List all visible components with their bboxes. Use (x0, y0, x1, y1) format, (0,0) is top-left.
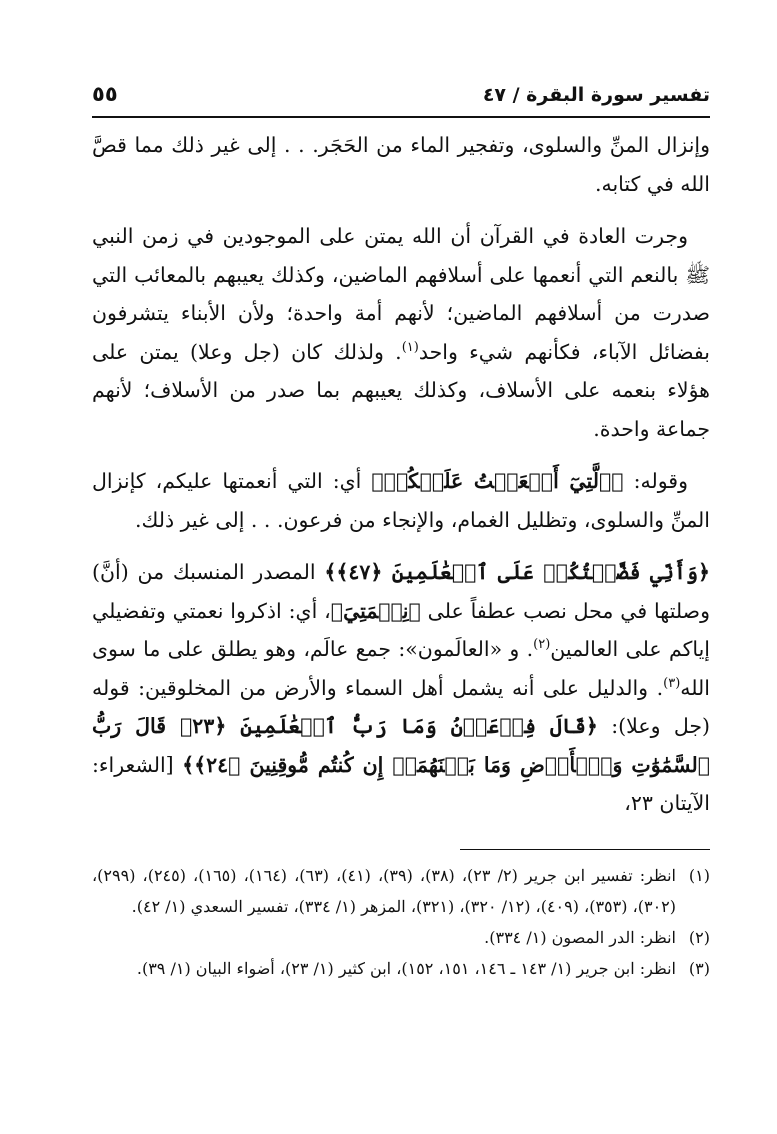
book-page (92, 82, 710, 984)
footnote-ref-3: (٣) (663, 675, 681, 691)
footnote-number: (٢) (688, 927, 710, 947)
paragraph-3-rest: أي: التي أنعمتها عليكم، كإنزال المنِّ والسلوى، وتظليل الغمام، والإنجاء من فرعون. . . إلى غير ذلك. (92, 469, 710, 532)
footnote-text: انظر: تفسير ابن جرير (٢/ ٢٣)، (٣٨)، (٣٩)، (٤١)، (٦٣)، (١٦٤)، (١٦٥)، (٢٤٥)، (٢٩٩)، (٣٠٢)، (٣٥٣)، (٤٠٩)، (١٢/ ٣٢٠)، (٣٢١)، المزهر (١/ ٣٣٤)، تفسير السعدي (١/ ٤٢). (92, 865, 677, 916)
main-text (92, 126, 710, 823)
paragraph-4-part-4: . والدليل على أنه يشمل أهل السماء والأرض من المخلوقين: قوله (جل وعلا): (92, 675, 711, 738)
paragraph-3-lead: وقوله: (623, 469, 688, 493)
footnote-2 (92, 922, 710, 953)
footnote-number: (١) (688, 865, 710, 885)
paragraph-4-part-3: . و «العالَمون»: جمع عالَم، وهو يطلق على ما سوى الله (92, 637, 710, 700)
paragraph-2 (92, 217, 710, 448)
paragraph-4-part-1: المصدر المنسبك من (أنَّ) وصلتها في محل نصب عطفاً على (92, 560, 710, 623)
footnote-text: انظر: الدر المصون (١/ ٣٣٤). (484, 927, 676, 947)
page-number: ٥٥ (92, 82, 118, 106)
quran-verse: ﴿ٱلَّتِيٓ أَنۡعَمۡتُ عَلَيۡكُمۡ﴾ (371, 469, 624, 493)
footnote-text: انظر: ابن جرير (١/ ١٤٣ ـ ١٤٦، ١٥١، ١٥٢)، ابن كثير (١/ ٢٣)، أضواء البيان (١/ ٣٩). (136, 958, 676, 978)
quran-verse-ashuara: ﴿قَالَ فِرۡعَوۡنُ وَمَا رَبُّ ٱلۡعَٰلَمِينَ ﴿٢٣﴾ قَالَ رَبُّ ٱلسَّمَٰوَٰتِ وَٱلۡأَرۡضِ وَمَا بَيۡنَهُمَآۖ إِن كُنتُم مُّوقِنِينَ ﴿٢٤﴾﴾ (92, 714, 710, 777)
footnote-ref-2: (٢) (533, 637, 551, 653)
footnote-rule (460, 849, 710, 850)
paragraph-1: وإنزال المنِّ والسلوى، وتفجير الماء من الحَجَر. . . إلى غير ذلك مما قصَّ الله في كتابه. (92, 133, 710, 196)
footnote-number: (٣) (688, 958, 710, 978)
paragraph-4-part-2: ، أي: اذكروا نعمتي وتفضيلي إياكم على العالمين (92, 598, 710, 661)
paragraph-4 (92, 553, 710, 823)
footnote-1 (92, 860, 710, 922)
quran-verse-47: ﴿وَأَنِّي فَضَّلۡتُكُمۡ عَلَى ٱلۡعَٰلَمِينَ ﴿٤٧﴾﴾ (324, 560, 710, 584)
footnotes (92, 860, 710, 984)
paragraph-2-part-1: وجرت العادة في القرآن أن الله يمتن على الموجودين في زمن النبي ﷺ بالنعم التي أنعمها على أسلافهم الماضين، وكذلك يعيبهم بالمعائب التي صدرت من أسلافهم الماضين؛ لأنهم أمة واحدة؛ ولأن الأبناء يتشرفون بفضائل الآباء، فكأنهم شيء واحد (92, 224, 710, 364)
paragraph-2-part-2: . ولذلك كان (جل وعلا) يمتن على هؤلاء بنعمه على الأسلاف، وكذلك يعيبهم بما صدر من الأسلاف؛ لأنهم جماعة واحدة. (92, 339, 710, 441)
running-header (92, 82, 710, 116)
header-rule (92, 116, 710, 118)
paragraph-3 (92, 462, 710, 539)
quran-word-nimati: ﴿نِعۡمَتِيَ﴾ (330, 598, 421, 623)
footnote-ref-1: (١) (401, 339, 419, 355)
running-title: تفسير سورة البقرة / ٤٧ (482, 84, 710, 106)
paragraph-4-part-5: [الشعراء: الآيتان ٢٣، (92, 752, 710, 815)
footnote-3 (92, 953, 710, 984)
